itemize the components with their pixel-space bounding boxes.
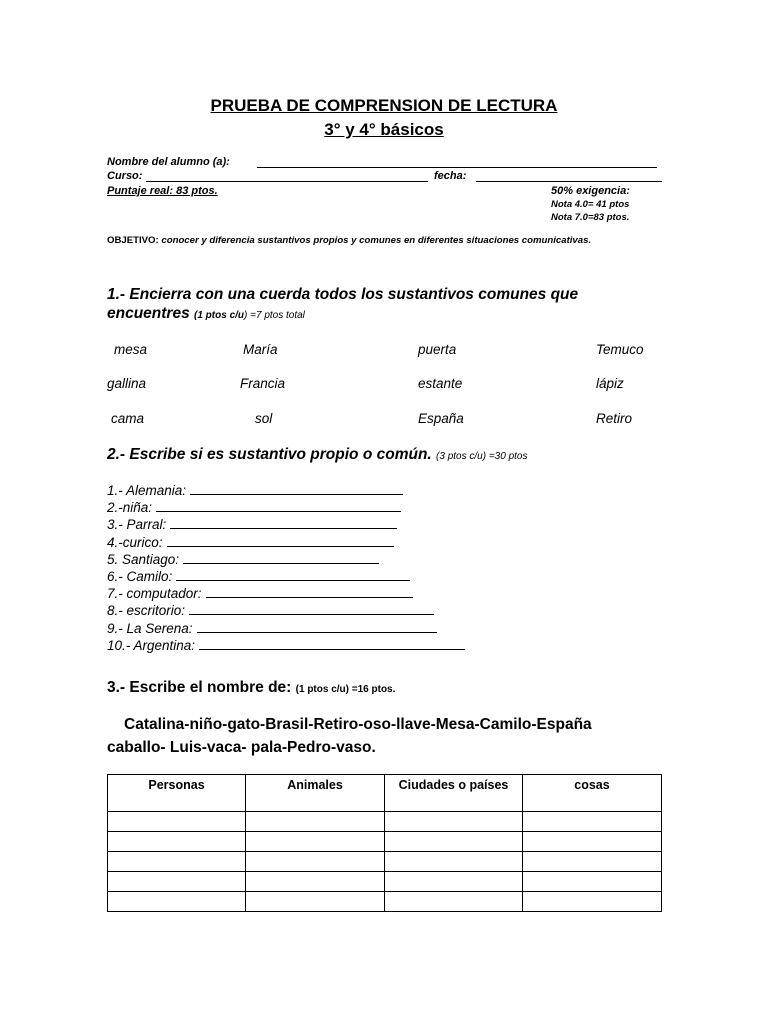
- table-cell[interactable]: [246, 812, 385, 832]
- table-cell[interactable]: [246, 832, 385, 852]
- column-header-ciudades: Ciudades o países: [385, 775, 523, 812]
- q1-word[interactable]: mesa: [114, 342, 148, 357]
- q2-item: [107, 568, 410, 585]
- q1-word[interactable]: puerta: [418, 342, 457, 357]
- demand-label: 50% exigencia:: [551, 185, 630, 197]
- q3-names-list: [107, 713, 687, 759]
- q2-item: [107, 585, 413, 602]
- column-header-personas: Personas: [108, 775, 246, 812]
- table-cell[interactable]: [108, 872, 246, 892]
- q1-word[interactable]: cama: [111, 411, 145, 426]
- q2-item: [107, 534, 394, 551]
- table-cell[interactable]: [385, 852, 523, 872]
- q1-points-rest: ) =7 ptos total: [244, 310, 305, 321]
- q1-word[interactable]: sol: [255, 411, 273, 426]
- q2-title: [107, 444, 527, 467]
- q2-answer-line[interactable]: [199, 637, 465, 650]
- page-subtitle: 3° y 4° básicos: [324, 120, 444, 139]
- q3-points: (1 ptos c/u) =16 ptos.: [295, 684, 396, 695]
- column-header-cosas: cosas: [523, 775, 662, 812]
- table-cell[interactable]: [108, 852, 246, 872]
- q2-answer-line[interactable]: [167, 534, 394, 547]
- objective-text: conocer y diferencia sustantivos propios y comunes en diferentes situaciones comunicativas.: [158, 235, 592, 246]
- q1-word[interactable]: Temuco: [596, 342, 644, 357]
- q3-names-line1: Catalina-niño-gato-Brasil-Retiro-oso-llave-Mesa-Camilo-España: [124, 716, 592, 733]
- q2-answer-line[interactable]: [197, 620, 437, 633]
- table-cell[interactable]: [246, 892, 385, 912]
- date-line[interactable]: [476, 181, 662, 182]
- classification-table: [107, 774, 662, 912]
- table-cell[interactable]: [108, 832, 246, 852]
- objective: [107, 235, 591, 246]
- student-name-line[interactable]: [257, 167, 657, 168]
- table-row: [108, 852, 662, 872]
- q3-names-line2: caballo- Luis-vaca- pala-Pedro-vaso.: [107, 739, 376, 756]
- q1-points-bold: (1 ptos c/u: [194, 310, 245, 321]
- q2-answer-line[interactable]: [183, 551, 379, 564]
- objective-label: OBJETIVO:: [107, 235, 159, 246]
- table-cell[interactable]: [523, 812, 662, 832]
- table-cell[interactable]: [246, 852, 385, 872]
- table-cell[interactable]: [523, 832, 662, 852]
- table-cell[interactable]: [246, 872, 385, 892]
- q2-item-label: 10.- Argentina:: [107, 638, 196, 653]
- q1-word[interactable]: España: [418, 411, 464, 426]
- q2-item-label: 9.- La Serena:: [107, 621, 193, 636]
- table-cell[interactable]: [523, 892, 662, 912]
- q2-item: [107, 551, 379, 568]
- q2-item-label: 6.- Camilo:: [107, 569, 173, 584]
- q1-word[interactable]: Francia: [240, 376, 286, 391]
- q2-item: [107, 602, 434, 619]
- q2-item: [107, 516, 397, 533]
- q2-answer-line[interactable]: [170, 516, 397, 529]
- q2-item: [107, 482, 403, 499]
- score-label: Puntaje real: 83 ptos.: [107, 185, 218, 197]
- q1-title-word: encuentres: [107, 305, 190, 322]
- q1-word[interactable]: lápiz: [596, 376, 624, 391]
- column-header-animales: Animales: [246, 775, 385, 812]
- student-name-label: Nombre del alumno (a):: [107, 156, 230, 168]
- q2-item-label: 1.- Alemania:: [107, 483, 187, 498]
- table-cell[interactable]: [385, 812, 523, 832]
- table-cell[interactable]: [108, 892, 246, 912]
- q2-title-text: 2.- Escribe si es sustantivo propio o común.: [107, 446, 432, 463]
- q3-title: [107, 677, 395, 700]
- q2-points: (3 ptos c/u) =30 ptos: [436, 451, 528, 462]
- q2-item: [107, 637, 465, 654]
- table-cell[interactable]: [108, 812, 246, 832]
- table-row: [108, 812, 662, 832]
- q1-word[interactable]: gallina: [107, 376, 147, 391]
- q3-title-text: 3.- Escribe el nombre de:: [107, 679, 292, 696]
- q2-item-label: 4.-curico:: [107, 535, 163, 550]
- q1-title-line1: 1.- Encierra con una cuerda todos los sustantivos comunes que: [107, 286, 579, 303]
- q2-answer-line[interactable]: [206, 585, 413, 598]
- table-header-row: [108, 775, 662, 812]
- table-row: [108, 832, 662, 852]
- q2-item-label: 2.-niña:: [107, 500, 153, 515]
- course-line[interactable]: [146, 181, 428, 182]
- q1-word[interactable]: estante: [418, 376, 463, 391]
- q2-item: [107, 499, 401, 516]
- q2-item-label: 7.- computador:: [107, 586, 202, 601]
- date-label: fecha:: [434, 170, 467, 182]
- q2-answer-line[interactable]: [190, 482, 403, 495]
- table-cell[interactable]: [385, 832, 523, 852]
- q2-answer-line[interactable]: [156, 499, 401, 512]
- q2-item-label: 8.- escritorio:: [107, 603, 186, 618]
- course-label: Curso:: [107, 170, 143, 182]
- table-cell[interactable]: [385, 872, 523, 892]
- q2-item-label: 5. Santiago:: [107, 552, 180, 567]
- q1-title-line2: [107, 303, 305, 326]
- q1-word[interactable]: María: [243, 342, 278, 357]
- q2-item-label: 3.- Parral:: [107, 517, 167, 532]
- q1-word[interactable]: Retiro: [596, 411, 633, 426]
- q2-answer-line[interactable]: [189, 602, 434, 615]
- grade-4-note: Nota 4.0= 41 ptos: [551, 199, 630, 210]
- table-row: [108, 892, 662, 912]
- table-row: [108, 872, 662, 892]
- grade-7-note: Nota 7.0=83 ptos.: [551, 212, 630, 223]
- q2-answer-line[interactable]: [176, 568, 410, 581]
- q2-item: [107, 620, 437, 637]
- table-cell[interactable]: [523, 852, 662, 872]
- table-cell[interactable]: [523, 872, 662, 892]
- table-cell[interactable]: [385, 892, 523, 912]
- page-title: PRUEBA DE COMPRENSION DE LECTURA: [210, 96, 558, 115]
